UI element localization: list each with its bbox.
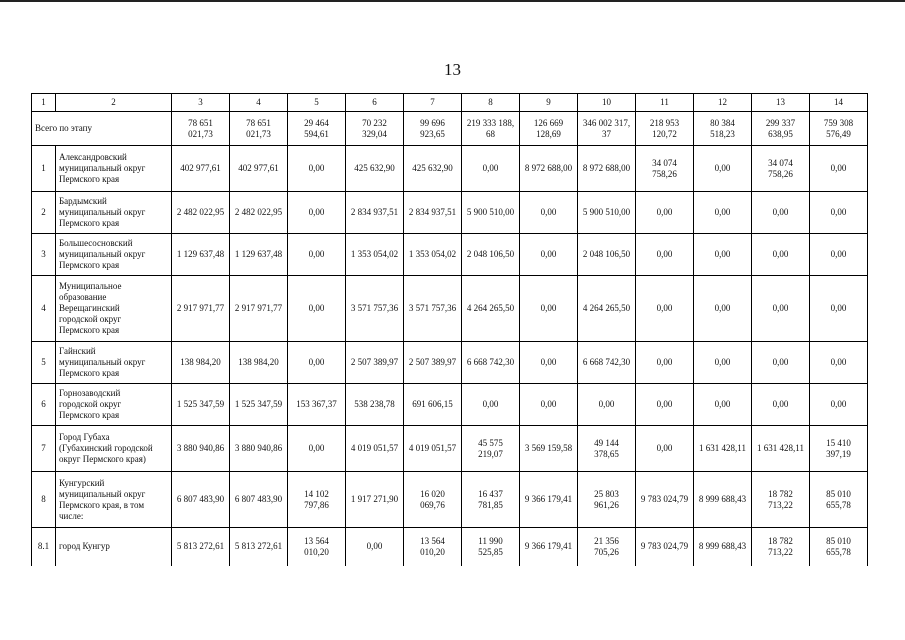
column-header: 5 — [288, 94, 346, 112]
table-cell: 5 900 510,00 — [462, 192, 520, 234]
municipality-name: Большесосновский муниципальный округ Пермского края — [56, 234, 172, 276]
municipality-name: Кунгурский муниципальный округ Пермского края, в том числе: — [56, 472, 172, 528]
table-row — [32, 234, 868, 276]
table-cell: 126 669 128,69 — [520, 112, 578, 146]
table-cell: 78 651 021,73 — [172, 112, 230, 146]
column-header: 11 — [636, 94, 694, 112]
row-number: 7 — [32, 426, 56, 472]
table-cell: 0,00 — [520, 234, 578, 276]
municipality-name: Горнозаводский городской округ Пермского края — [56, 384, 172, 426]
table-cell: 0,00 — [752, 342, 810, 384]
table-cell: 1 353 054,02 — [346, 234, 404, 276]
table-cell: 219 333 188, 68 — [462, 112, 520, 146]
table-row — [32, 342, 868, 384]
table-cell: 0,00 — [288, 426, 346, 472]
budget-table — [31, 93, 868, 566]
table-cell: 0,00 — [636, 192, 694, 234]
table-cell: 8 972 688,00 — [520, 146, 578, 192]
table-cell: 5 900 510,00 — [578, 192, 636, 234]
table-cell: 4 264 265,50 — [578, 276, 636, 342]
table-cell: 1 525 347,59 — [230, 384, 288, 426]
table-cell: 0,00 — [752, 276, 810, 342]
column-header: 4 — [230, 94, 288, 112]
table-cell: 0,00 — [810, 384, 868, 426]
table-cell: 8 999 688,43 — [694, 472, 752, 528]
table-cell: 2 048 106,50 — [578, 234, 636, 276]
table-cell: 402 977,61 — [172, 146, 230, 192]
table-cell: 138 984,20 — [172, 342, 230, 384]
table-cell: 34 074 758,26 — [752, 146, 810, 192]
table-cell: 85 010 655,78 — [810, 528, 868, 566]
table-cell: 49 144 378,65 — [578, 426, 636, 472]
table-cell: 34 074 758,26 — [636, 146, 694, 192]
table-cell: 2 834 937,51 — [404, 192, 462, 234]
table-cell: 402 977,61 — [230, 146, 288, 192]
table-cell: 5 813 272,61 — [172, 528, 230, 566]
municipality-name: Гайнский муниципальный округ Пермского края — [56, 342, 172, 384]
table-cell: 6 807 483,90 — [230, 472, 288, 528]
table-row — [32, 192, 868, 234]
table-cell: 425 632,90 — [346, 146, 404, 192]
table-cell: 0,00 — [520, 342, 578, 384]
table-cell: 0,00 — [636, 384, 694, 426]
table-row — [32, 528, 868, 566]
table-cell: 15 410 397,19 — [810, 426, 868, 472]
table-cell: 80 384 518,23 — [694, 112, 752, 146]
table-cell: 0,00 — [694, 234, 752, 276]
table-cell: 0,00 — [810, 192, 868, 234]
table-cell: 2 917 971,77 — [172, 276, 230, 342]
table-cell: 2 482 022,95 — [230, 192, 288, 234]
table-cell: 0,00 — [752, 234, 810, 276]
table-cell: 3 571 757,36 — [404, 276, 462, 342]
table-row — [32, 146, 868, 192]
table-cell: 218 953 120,72 — [636, 112, 694, 146]
table-row — [32, 384, 868, 426]
table-cell: 8 999 688,43 — [694, 528, 752, 566]
table-cell: 1 129 637,48 — [172, 234, 230, 276]
header-row — [32, 94, 868, 112]
page-number: 13 — [444, 60, 461, 79]
table-cell: 425 632,90 — [404, 146, 462, 192]
table-cell: 6 668 742,30 — [578, 342, 636, 384]
table-cell: 0,00 — [752, 192, 810, 234]
table-cell: 18 782 713,22 — [752, 472, 810, 528]
table-cell: 4 264 265,50 — [462, 276, 520, 342]
table-row — [32, 472, 868, 528]
municipality-name: город Кунгур — [56, 528, 172, 566]
table-cell: 0,00 — [810, 146, 868, 192]
row-number: 8.1 — [32, 528, 56, 566]
column-header: 7 — [404, 94, 462, 112]
table-cell: 3 569 159,58 — [520, 426, 578, 472]
total-label: Всего по этапу — [32, 112, 172, 146]
column-header: 14 — [810, 94, 868, 112]
table-cell: 0,00 — [810, 276, 868, 342]
table-cell: 0,00 — [636, 276, 694, 342]
municipality-name: Александровский муниципальный округ Пермского края — [56, 146, 172, 192]
table-cell: 1 525 347,59 — [172, 384, 230, 426]
table-cell: 153 367,37 — [288, 384, 346, 426]
table-cell: 29 464 594,61 — [288, 112, 346, 146]
row-number: 8 — [32, 472, 56, 528]
row-number: 1 — [32, 146, 56, 192]
table-cell: 11 990 525,85 — [462, 528, 520, 566]
table-cell: 2 507 389,97 — [346, 342, 404, 384]
table-cell: 0,00 — [810, 234, 868, 276]
row-number: 2 — [32, 192, 56, 234]
column-header: 2 — [56, 94, 172, 112]
row-number: 3 — [32, 234, 56, 276]
table-cell: 0,00 — [462, 384, 520, 426]
total-row — [32, 112, 868, 146]
top-rule — [0, 0, 905, 2]
table-cell: 0,00 — [520, 384, 578, 426]
table-cell: 0,00 — [694, 342, 752, 384]
table-cell: 0,00 — [694, 276, 752, 342]
table-cell: 9 783 024,79 — [636, 528, 694, 566]
table-cell: 0,00 — [288, 234, 346, 276]
table-cell: 2 048 106,50 — [462, 234, 520, 276]
row-number: 6 — [32, 384, 56, 426]
table-cell: 5 813 272,61 — [230, 528, 288, 566]
column-header: 13 — [752, 94, 810, 112]
table-cell: 4 019 051,57 — [346, 426, 404, 472]
column-header: 9 — [520, 94, 578, 112]
table-cell: 0,00 — [288, 342, 346, 384]
table-cell: 1 917 271,90 — [346, 472, 404, 528]
table-cell: 8 972 688,00 — [578, 146, 636, 192]
table-cell: 16 020 069,76 — [404, 472, 462, 528]
table-cell: 6 668 742,30 — [462, 342, 520, 384]
column-header: 10 — [578, 94, 636, 112]
table-cell: 0,00 — [578, 384, 636, 426]
column-header: 6 — [346, 94, 404, 112]
table-cell: 9 366 179,41 — [520, 528, 578, 566]
table-cell: 346 002 317, 37 — [578, 112, 636, 146]
table-cell: 2 482 022,95 — [172, 192, 230, 234]
table-cell: 3 880 940,86 — [230, 426, 288, 472]
table-cell: 0,00 — [694, 384, 752, 426]
table-cell: 759 308 576,49 — [810, 112, 868, 146]
table-cell: 0,00 — [694, 192, 752, 234]
table-row — [32, 426, 868, 472]
table-cell: 1 129 637,48 — [230, 234, 288, 276]
table-cell: 0,00 — [636, 426, 694, 472]
table-cell: 0,00 — [288, 146, 346, 192]
table-cell: 538 238,78 — [346, 384, 404, 426]
table-cell: 691 606,15 — [404, 384, 462, 426]
table-cell: 6 807 483,90 — [172, 472, 230, 528]
table-cell: 16 437 781,85 — [462, 472, 520, 528]
table-cell: 99 696 923,65 — [404, 112, 462, 146]
column-header: 3 — [172, 94, 230, 112]
table-cell: 0,00 — [636, 234, 694, 276]
table-cell: 0,00 — [520, 276, 578, 342]
table-cell: 0,00 — [752, 384, 810, 426]
table-cell: 70 232 329,04 — [346, 112, 404, 146]
table-cell: 2 834 937,51 — [346, 192, 404, 234]
table-cell: 0,00 — [462, 146, 520, 192]
municipality-name: Бардымский муниципальный округ Пермского края — [56, 192, 172, 234]
table-cell: 138 984,20 — [230, 342, 288, 384]
table-cell: 3 880 940,86 — [172, 426, 230, 472]
table-cell: 3 571 757,36 — [346, 276, 404, 342]
table-cell: 4 019 051,57 — [404, 426, 462, 472]
table-cell: 25 803 961,26 — [578, 472, 636, 528]
table-cell: 1 631 428,11 — [752, 426, 810, 472]
column-header: 1 — [32, 94, 56, 112]
municipality-name: Муниципальное образование Верещагинский городской округ Пермского края — [56, 276, 172, 342]
table-cell: 0,00 — [520, 192, 578, 234]
table-cell: 1 631 428,11 — [694, 426, 752, 472]
table-cell: 0,00 — [288, 276, 346, 342]
table-cell: 0,00 — [694, 146, 752, 192]
table-row — [32, 276, 868, 342]
table-cell: 2 917 971,77 — [230, 276, 288, 342]
table-cell: 0,00 — [346, 528, 404, 566]
table-cell: 1 353 054,02 — [404, 234, 462, 276]
table-cell: 2 507 389,97 — [404, 342, 462, 384]
table-cell: 78 651 021,73 — [230, 112, 288, 146]
table-cell: 45 575 219,07 — [462, 426, 520, 472]
table-cell: 9 783 024,79 — [636, 472, 694, 528]
table-cell: 13 564 010,20 — [288, 528, 346, 566]
table-cell: 0,00 — [288, 192, 346, 234]
table-cell: 14 102 797,86 — [288, 472, 346, 528]
column-header: 12 — [694, 94, 752, 112]
table-cell: 18 782 713,22 — [752, 528, 810, 566]
table-cell: 85 010 655,78 — [810, 472, 868, 528]
municipality-name: Город Губаха (Губахинский городской округ Пермского края) — [56, 426, 172, 472]
row-number: 5 — [32, 342, 56, 384]
column-header: 8 — [462, 94, 520, 112]
table-cell: 0,00 — [810, 342, 868, 384]
table-cell: 9 366 179,41 — [520, 472, 578, 528]
table-cell: 299 337 638,95 — [752, 112, 810, 146]
table-cell: 13 564 010,20 — [404, 528, 462, 566]
row-number: 4 — [32, 276, 56, 342]
table-cell: 21 356 705,26 — [578, 528, 636, 566]
table-cell: 0,00 — [636, 342, 694, 384]
